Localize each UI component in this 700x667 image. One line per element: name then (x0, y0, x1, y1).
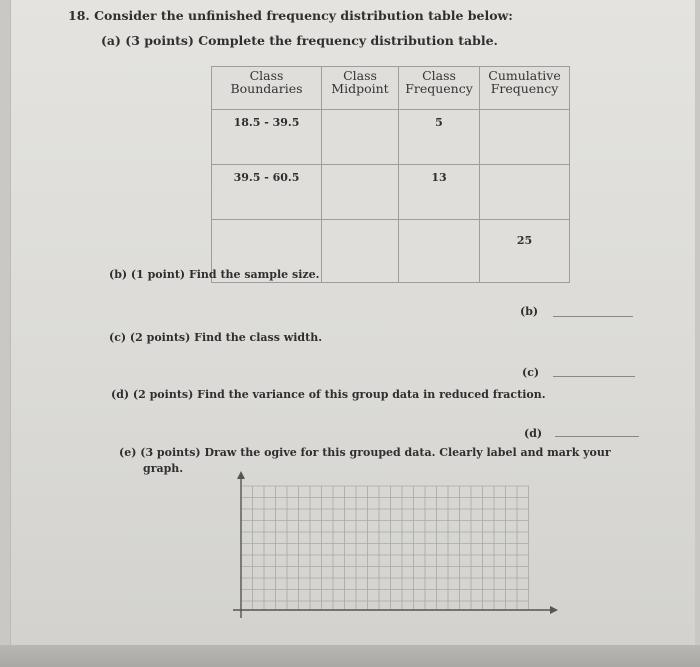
part-b-prompt: (b) (1 point) Find the sample size. (109, 268, 320, 281)
question-title: 18. Consider the unfinished frequency distribution table below: (68, 8, 513, 23)
worksheet-page (10, 0, 695, 645)
table-row (212, 165, 570, 220)
table-cell (480, 110, 570, 165)
header-class-midpoint: Class Midpoint (322, 67, 399, 110)
table-header-row (212, 67, 570, 110)
grid-lines (241, 486, 529, 610)
table-row (212, 110, 570, 165)
frequency-table (211, 66, 570, 283)
x-axis-arrow-icon (550, 606, 558, 614)
table-cell (322, 220, 399, 283)
part-e-prompt-continued: graph. (143, 462, 184, 475)
part-d-prompt: (d) (2 points) Find the variance of this group data in reduced fraction. (111, 388, 546, 401)
answer-label-d: (d) (524, 427, 543, 440)
table-cell: 39.5 - 60.5 (212, 165, 322, 220)
desk-edge (0, 645, 700, 667)
table-cell (322, 110, 399, 165)
answer-blank-b[interactable] (553, 316, 633, 317)
table-cell: 25 (480, 220, 570, 283)
table-cell: 13 (399, 165, 480, 220)
answer-label-c: (c) (522, 366, 540, 379)
table-cell: 18.5 - 39.5 (212, 110, 322, 165)
part-c-prompt: (c) (2 points) Find the class width. (109, 331, 323, 344)
answer-label-b: (b) (520, 305, 539, 318)
header-class-frequency: Class Frequency (399, 67, 480, 110)
ogive-graph-grid[interactable] (229, 470, 561, 630)
y-axis-arrow-icon (237, 471, 245, 479)
table-cell (480, 165, 570, 220)
part-e-prompt: (e) (3 points) Draw the ogive for this grouped data. Clearly label and mark your (119, 446, 611, 459)
table-cell: 5 (399, 110, 480, 165)
header-class-boundaries: Class Boundaries (212, 67, 322, 110)
part-a-prompt: (a) (3 points) Complete the frequency distribution table. (101, 33, 498, 48)
answer-blank-d[interactable] (555, 436, 639, 437)
header-cumulative-frequency: Cumulative Frequency (480, 67, 570, 110)
answer-blank-c[interactable] (553, 376, 635, 377)
table-cell (399, 220, 480, 283)
table-cell (322, 165, 399, 220)
